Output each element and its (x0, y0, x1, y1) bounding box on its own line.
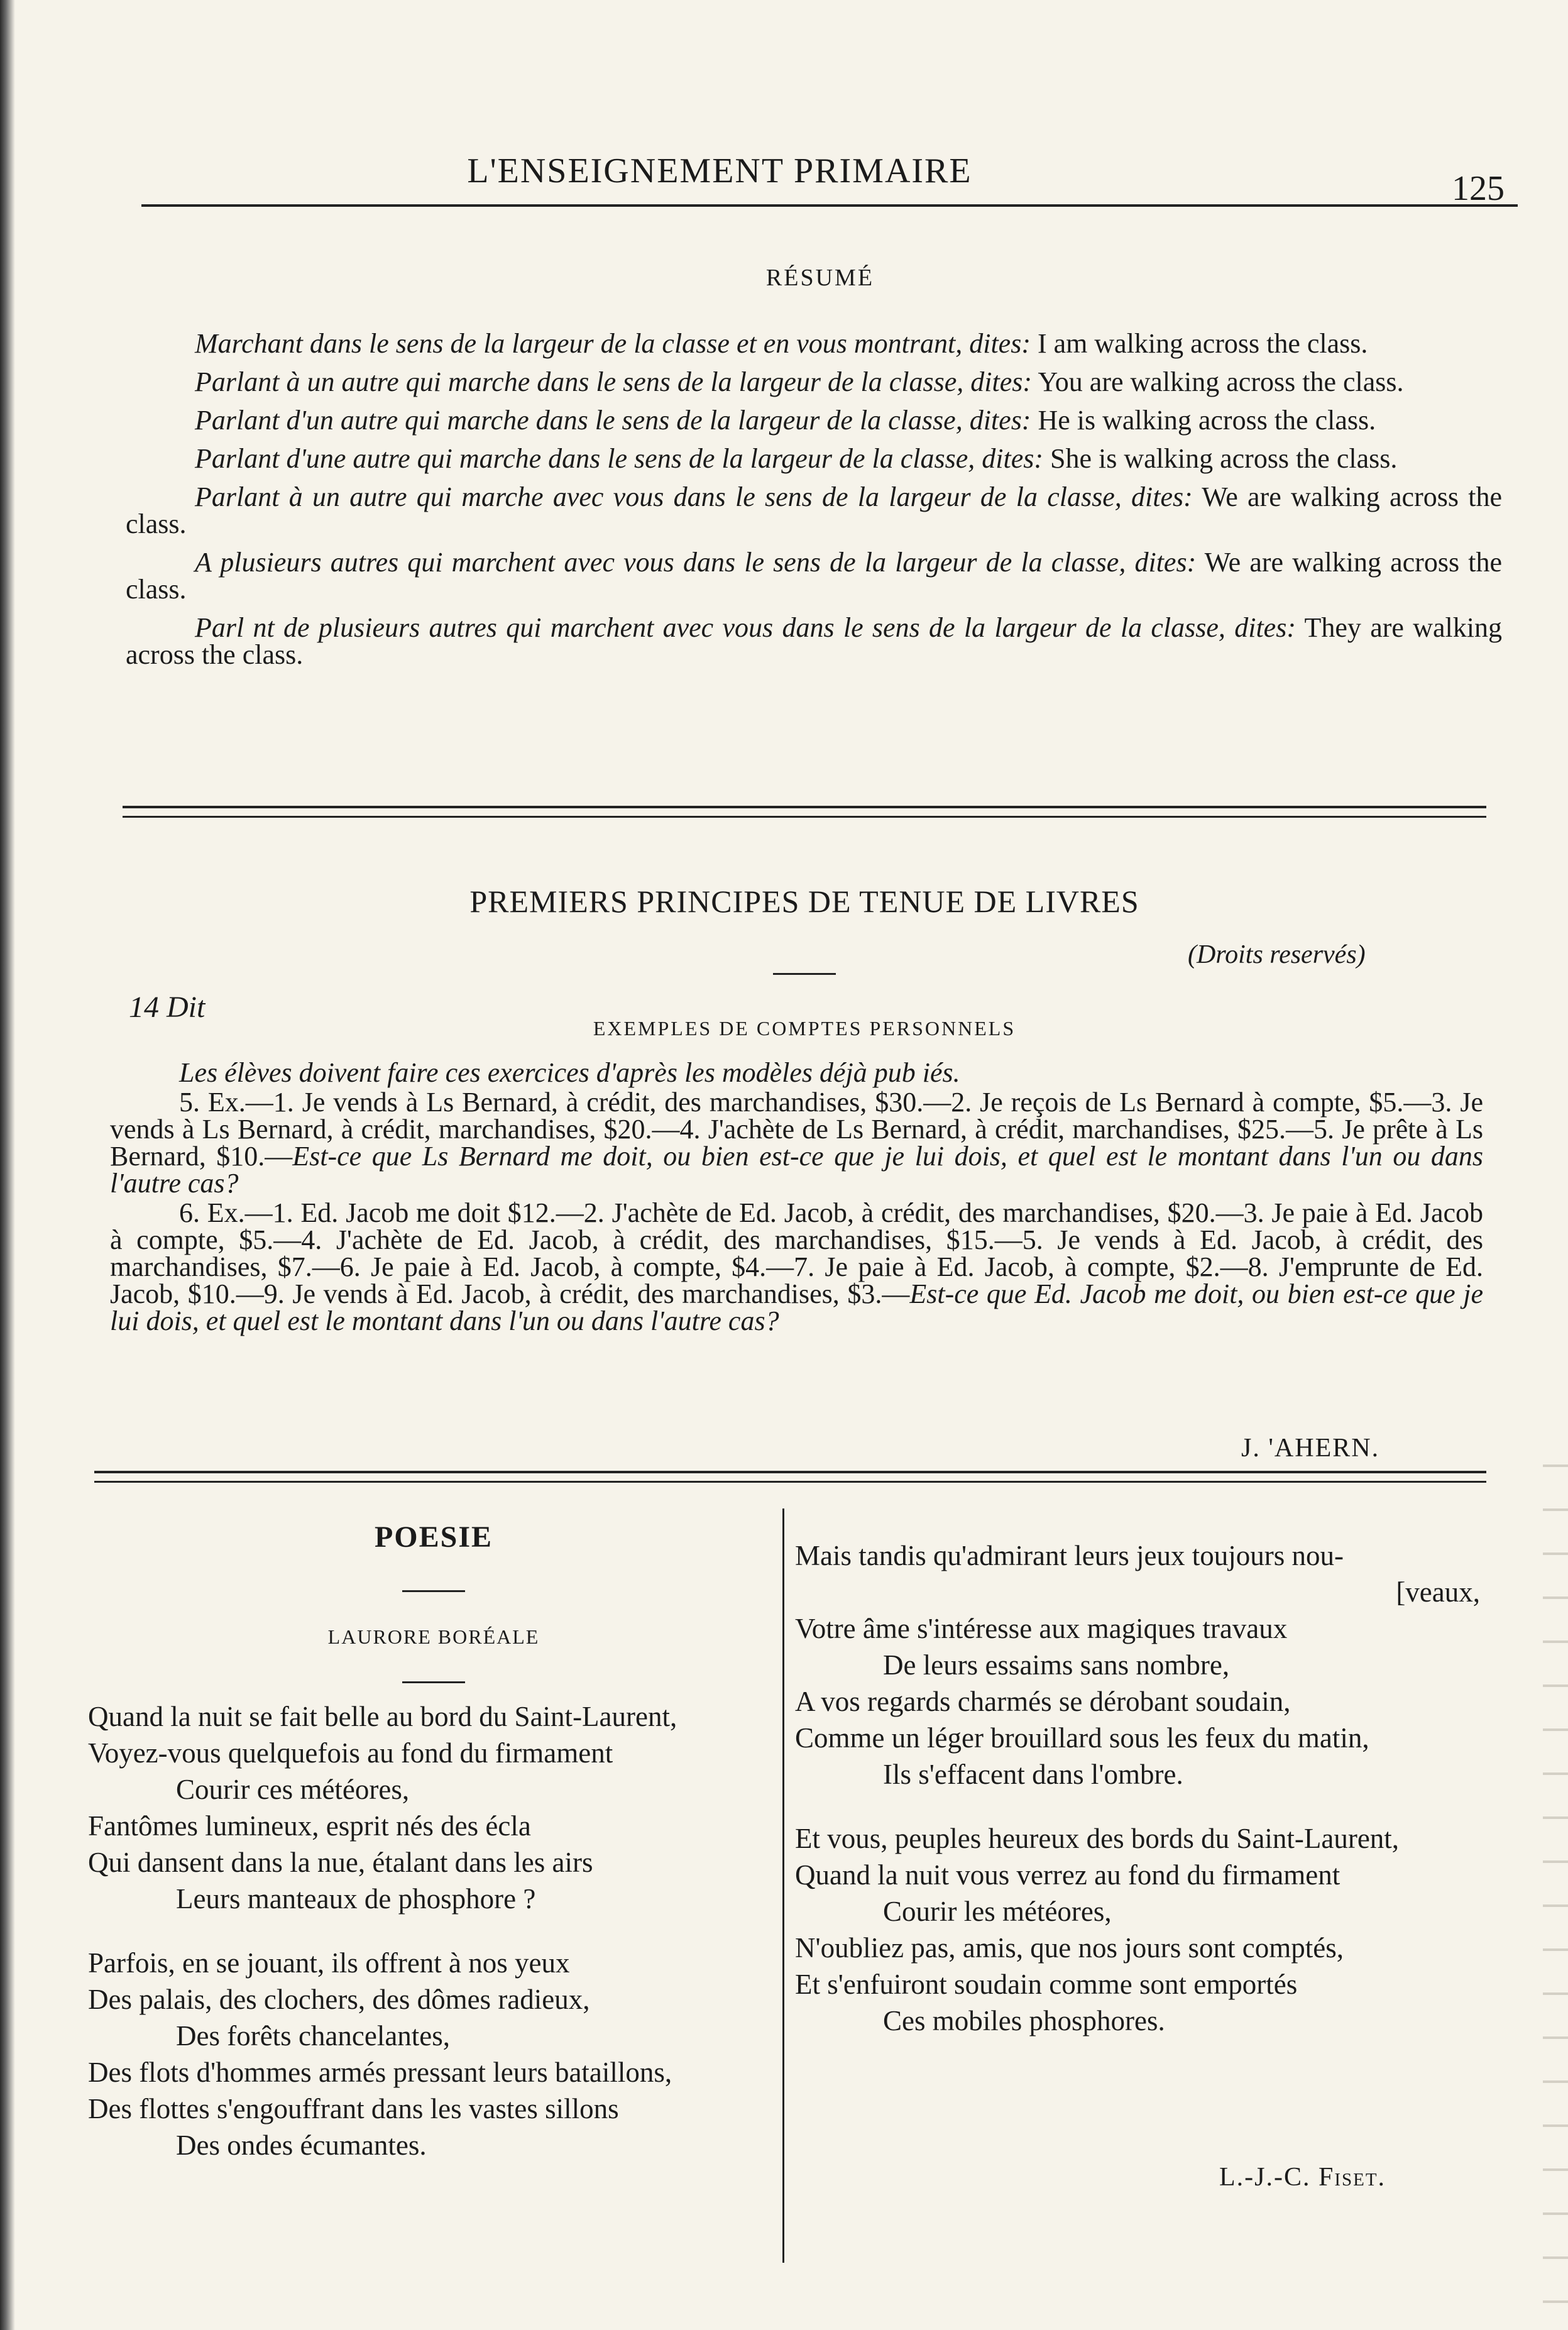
bookkeeping-title: PREMIERS PRINCIPES DE TENUE DE LIVRES (469, 884, 1139, 919)
author-signature: J. 'AHERN. (1241, 1434, 1380, 1463)
poet-signature: L.-J.-C. Fiset. (1219, 2163, 1386, 2192)
poem-line: Ces mobiles phosphores. (883, 2005, 1165, 2036)
stanza (795, 1537, 1480, 1793)
short-rule (402, 1681, 465, 1683)
resume-item-answer: They are walking across the class. (126, 612, 1502, 670)
poem-line: Courir ces météores, (176, 1774, 410, 1805)
resume-item-lead: Parl nt de plusieurs autres qui marchent avec vous dans le sens de la largeur de la classe, dites: (195, 612, 1296, 643)
exercise-question: Est-ce que Ed. Jacob me doit, ou bien est-ce que je lui dois, et quel est le montant dans l'un ou dans l'autre cas? (110, 1278, 1483, 1336)
stanza (88, 1945, 779, 2163)
resume-title: RÉSUMÉ (765, 265, 875, 291)
resume-item-lead: Marchant dans le sens de la largeur de la classe et en vous montrant, dites: (195, 328, 1031, 359)
page-binding-edge (0, 0, 15, 2330)
poem-line: Quand la nuit se fait belle au bord du Saint-Laurent, (88, 1701, 677, 1732)
exercise-5 (110, 1089, 1483, 1197)
poem-line: Des flots d'hommes armés pressant leurs bataillons, (88, 2057, 672, 2088)
section-divider (123, 806, 1486, 818)
poem-line: Quand la nuit vous verrez au fond du firmament (795, 1859, 1340, 1891)
poem-title: LAURORE BORÉALE (327, 1625, 540, 1648)
resume-item (126, 483, 1502, 537)
running-title: L'ENSEIGNEMENT PRIMAIRE (467, 151, 972, 190)
poem-line: [veaux, (1396, 1576, 1480, 1608)
poem-line: Mais tandis qu'admirant leurs jeux toujours nou- (795, 1540, 1344, 1571)
exercise-text: 5. Ex.—1. Je vends à Ls Bernard, à crédit, des marchandises, $30.—2. Je reçois de Ls Bernard à compte, $5.—3. Je vends à Ls Bernard, à crédit, marchandises, $20.—4. J'achète de Ls Bernard, à crédit, marchandises, $25.—5. Je prête à Ls Bernard, $10.— (110, 1087, 1483, 1172)
bookkeeping-intro: Les élèves doivent faire ces exercices d'après les modèles déjà pub iés. (179, 1057, 960, 1088)
poem-line: Comme un léger brouillard sous les feux du matin, (795, 1722, 1369, 1754)
resume-item (126, 368, 1502, 395)
column-divider (782, 1508, 784, 2263)
resume-item-answer: I am walking across the class. (1038, 328, 1368, 359)
poem-line: N'oubliez pas, amis, que nos jours sont comptés, (795, 1932, 1344, 1964)
resume-item-lead: Parlant à un autre qui marche dans le sens de la largeur de la classe, dites: (195, 366, 1033, 397)
poem-line: Voyez-vous quelquefois au fond du firmament (88, 1737, 613, 1769)
stanza (795, 1820, 1480, 2039)
header-rule (141, 204, 1518, 207)
stanza (88, 1698, 779, 1917)
poem-line: De leurs essaims sans nombre, (883, 1649, 1230, 1681)
poem-line: Des palais, des clochers, des dômes radieux, (88, 1984, 590, 2015)
resume-item (126, 614, 1502, 668)
poem-line: Votre âme s'intéresse aux magiques travaux (795, 1613, 1288, 1644)
resume-item-answer: He is walking across the class. (1038, 405, 1376, 436)
bookkeeping-body (110, 1059, 1483, 1334)
poem-line: Des flottes s'engouffrant dans les vastes sillons (88, 2093, 619, 2124)
handwritten-note: 14 Dit (129, 991, 206, 1024)
resume-item-answer: We are walking across the class. (126, 547, 1502, 605)
poem-line: Et vous, peuples heureux des bords du Saint-Laurent, (795, 1823, 1400, 1854)
resume-item (126, 407, 1502, 434)
poem-line: Courir les météores, (883, 1896, 1112, 1927)
poem-line: Des forêts chancelantes, (176, 2020, 451, 2052)
poem-line: Des ondes écumantes. (176, 2129, 427, 2161)
resume-item-answer: We are walking across the class. (126, 481, 1502, 539)
poem-right-column (795, 1537, 1480, 2039)
resume-block (126, 330, 1502, 668)
exercise-question: Est-ce que Ls Bernard me doit, ou bien est-ce que je lui dois, et quel est le montant dans l'un ou dans l'autre cas? (110, 1141, 1483, 1199)
section-title-poesie: POESIE (374, 1520, 493, 1554)
poem-line: Parfois, en se jouant, ils offrent à nos yeux (88, 1947, 570, 1979)
poem-left-column (88, 1698, 779, 2163)
resume-item (126, 549, 1502, 603)
exercise-6 (110, 1199, 1483, 1334)
page-edge-shadow (1543, 1446, 1568, 2326)
poem-line: Qui dansent dans la nue, étalant dans les airs (88, 1847, 593, 1878)
resume-item-answer: She is walking across the class. (1050, 443, 1398, 474)
poem-line: Leurs manteaux de phosphore ? (176, 1883, 536, 1915)
section-divider (94, 1471, 1486, 1483)
resume-item (126, 445, 1502, 472)
resume-item-lead: A plusieurs autres qui marchent avec vous dans le sens de la largeur de la classe, dites: (195, 547, 1197, 578)
page-number: 125 (1452, 169, 1505, 208)
rights-note: (Droits reservés) (1188, 940, 1366, 969)
poem-line: A vos regards charmés se dérobant soudain, (795, 1686, 1291, 1717)
resume-item-answer: You are walking across the class. (1038, 366, 1404, 397)
exercise-text: 6. Ex.—1. Ed. Jacob me doit $12.—2. J'achète de Ed. Jacob, à crédit, des marchandises, $20.—3. Je paie à Ed. Jacob à compte, $5.—4. J'achète de Ed. Jacob, à crédit, des marchandises, $15.—5. Je vends à Ed. Jacob, à crédit, des marchandises, $7.—6. Je paie à Ed. Jacob, à compte, $4.—7. Je paie à Ed. Jacob, à compte, $2.—8. J'emprunte de Ed. Jacob, $10.—9. Je vends à Ed. Jacob, à crédit, des marchandises, $3.— (110, 1197, 1483, 1309)
resume-item (126, 330, 1502, 357)
poem-line: Ils s'effacent dans l'ombre. (883, 1759, 1183, 1790)
resume-item-lead: Parlant d'un autre qui marche dans le sens de la largeur de la classe, dites: (195, 405, 1031, 436)
short-rule (402, 1590, 465, 1592)
bookkeeping-subtitle: EXEMPLES DE COMPTES PERSONNELS (593, 1017, 1016, 1040)
resume-item-lead: Parlant d'une autre qui marche dans le sens de la largeur de la classe, dites: (195, 443, 1043, 474)
poem-line: Fantômes lumineux, esprit nés des écla (88, 1810, 531, 1842)
short-rule (773, 973, 836, 975)
resume-item-lead: Parlant à un autre qui marche avec vous dans le sens de la largeur de la classe, dites: (195, 481, 1193, 512)
poem-line: Et s'enfuiront soudain comme sont emportés (795, 1969, 1298, 2000)
